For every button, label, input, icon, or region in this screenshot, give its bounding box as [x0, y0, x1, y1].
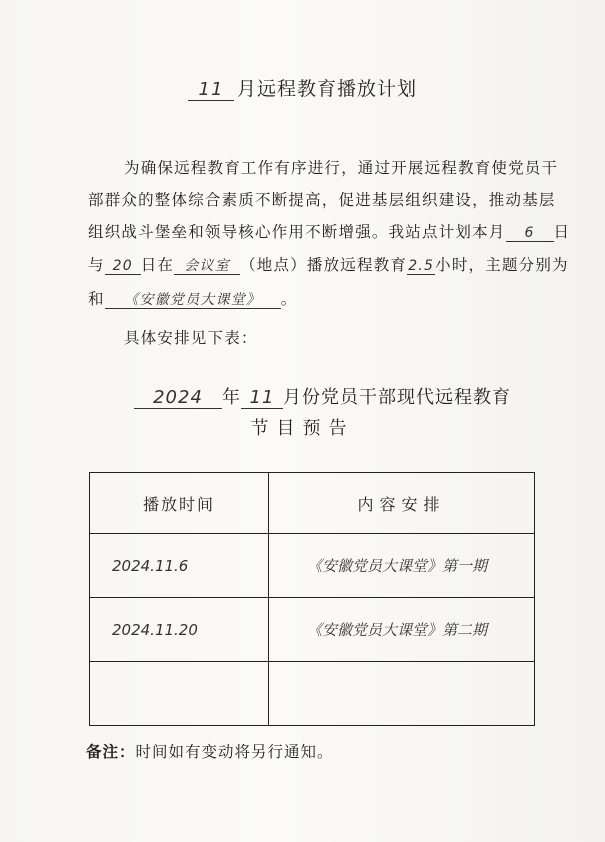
line4-mid2: （地点）播放远程教育 [240, 256, 408, 274]
column-header-time: 播放时间 [90, 473, 269, 534]
line4-mid1: 日在 [140, 256, 175, 274]
location: 会议室 [184, 258, 230, 274]
title-text: 月远程教育播放计划 [236, 78, 417, 100]
row-date: 2024.11.6 [90, 534, 269, 598]
end-day-blank [105, 257, 141, 275]
row-content [269, 662, 535, 726]
intro-line-4 [88, 253, 569, 275]
title-month: 11 [198, 79, 224, 100]
table-row [90, 662, 535, 726]
schedule-year: 2024 [153, 387, 203, 408]
row-date [90, 662, 269, 726]
hours-blank [407, 257, 435, 275]
theme-blank [105, 291, 281, 309]
schedule-month-blank [241, 388, 283, 409]
column-header-content: 内容安排 [269, 473, 535, 534]
schedule-heading [134, 383, 511, 409]
intro-line-1: 为确保远程教育工作有序进行，通过开展远程教育使党员干 [124, 159, 559, 177]
line5-end: 。 [280, 290, 298, 308]
intro-line-6: 具体安排见下表： [124, 329, 258, 347]
day-suffix: 日 [553, 223, 571, 241]
line4-prefix: 与 [88, 256, 105, 274]
schedule-month: 11 [249, 387, 275, 408]
schedule-heading-line2: 节目预告 [250, 418, 355, 439]
end-day: 20 [112, 258, 133, 274]
schedule-table [89, 472, 535, 726]
line4-end: 小时，主题分别为 [435, 256, 569, 274]
line5-prefix: 和 [88, 290, 105, 308]
year-blank [134, 388, 222, 409]
row-content: 《安徽党员大课堂》第二期 [269, 598, 535, 662]
intro-line-3 [88, 220, 571, 242]
intro-line-2: 部群众的整体综合素质不断提高，促进基层组织建设，推动基层 [88, 191, 556, 209]
table-row [90, 598, 535, 662]
table-header-row [90, 473, 535, 534]
heading-rest: 月份党员干部现代远程教育 [283, 387, 511, 408]
theme: 《安徽党员大课堂》 [124, 292, 262, 308]
title-month-blank [188, 80, 234, 101]
footnote-text: 时间如有变动将另行通知。 [135, 743, 334, 761]
page-title [0, 74, 605, 101]
row-date: 2024.11.20 [90, 598, 269, 662]
location-blank [174, 257, 240, 275]
start-day: 6 [524, 225, 535, 241]
intro-line-3-text: 组织战斗堡垒和领导核心作用不断增强。我站点计划本月 [88, 223, 506, 241]
intro-line-5 [88, 287, 528, 309]
year-suffix: 年 [222, 387, 241, 408]
start-day-blank [506, 224, 554, 242]
table-row [90, 534, 535, 598]
footnote [86, 740, 334, 762]
row-content: 《安徽党员大课堂》第一期 [269, 534, 535, 598]
hours: 2.5 [408, 258, 435, 274]
footnote-label: 备注： [86, 742, 136, 761]
